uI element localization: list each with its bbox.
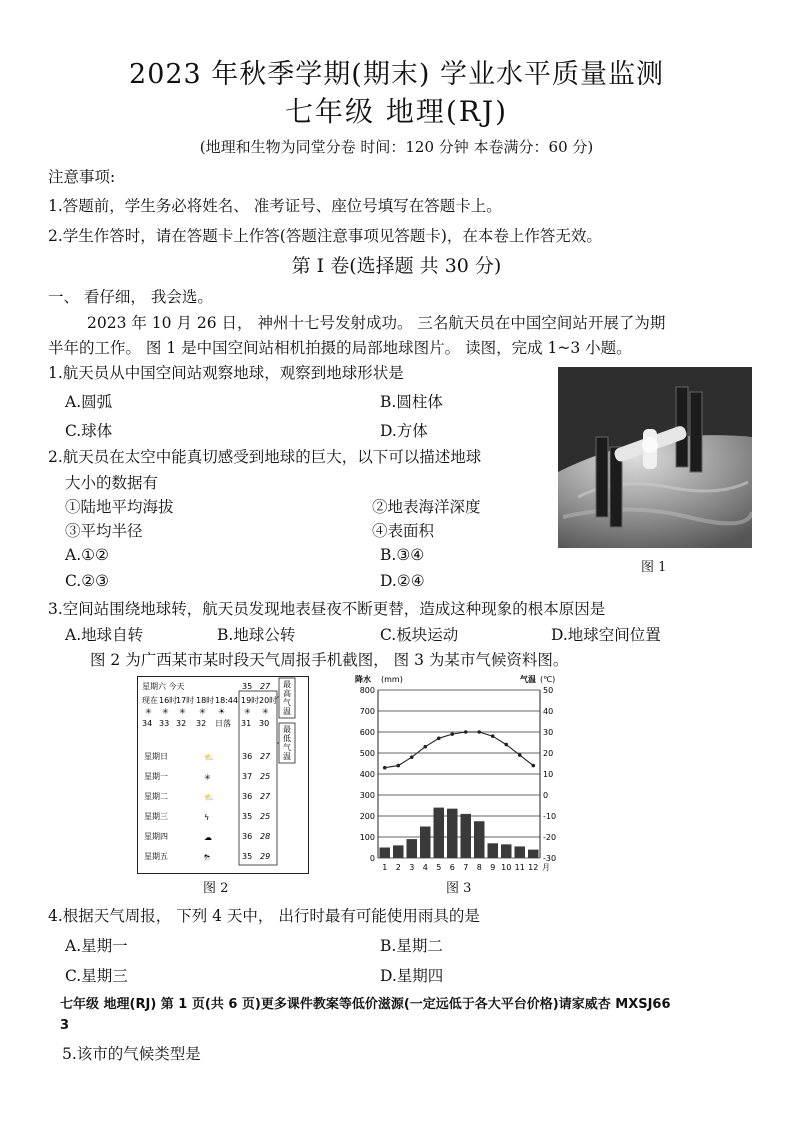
hour-weather-icon: ✳ [244, 707, 251, 716]
day-name: 星期五 [144, 852, 168, 861]
weather-header-low: 27 [260, 682, 271, 691]
hour-weather-icon: ✳ [199, 707, 206, 716]
cloudy-icon: ☁ [204, 833, 212, 842]
space-station-illustration [558, 367, 752, 548]
precipitation-bar [528, 850, 539, 858]
q2-item-1: ①陆地平均海拔 [65, 498, 174, 516]
hour-weather-icon: ☀ [218, 707, 226, 716]
q2-item-2: ②地表海洋深度 [372, 498, 481, 516]
hourly-forecast-row [142, 695, 277, 728]
month-tick-label: 6 [449, 863, 455, 872]
climate-chart [350, 670, 570, 876]
right-axis-label: 气温 [520, 675, 536, 684]
day-low-temp: 25 [260, 772, 271, 781]
hour-temp: 32 [176, 719, 187, 728]
weather-header-day: 星期六 今天 [142, 682, 185, 691]
temperature-point [504, 743, 508, 747]
lowest-temp-char-3: 气 [283, 743, 291, 752]
q3-stem: 3.空间站围绕地球转，航天员发现地表昼夜不断更替，造成这种现象的根本原因是 [48, 600, 606, 618]
temperature-point [383, 766, 387, 770]
temperature-point [491, 734, 495, 738]
x-axis-label: 月 [542, 863, 550, 872]
month-tick-label: 4 [422, 863, 428, 872]
day-name: 星期一 [144, 772, 168, 781]
chart-grid [378, 690, 540, 858]
month-tick-label: 11 [514, 863, 525, 872]
left-axis-label: 降水 [355, 675, 371, 684]
right-tick-label: 0 [543, 791, 549, 800]
space-station-photo [558, 367, 752, 548]
q4-option-a: A.星期一 [65, 937, 128, 955]
precipitation-bar [393, 845, 404, 858]
month-tick-label: 8 [476, 863, 482, 872]
month-tick-label: 3 [409, 863, 415, 872]
highest-temp-char-1: 最 [283, 680, 291, 689]
temperature-point [450, 732, 454, 736]
hour-weather-icon: ✳ [262, 707, 269, 716]
left-tick-label: 200 [359, 812, 375, 821]
left-axis-unit: (mm) [381, 675, 403, 684]
exam-subtitle: (地理和生物为同堂分卷 时间：120 分钟 本卷满分：60 分) [199, 138, 594, 156]
lowest-temp-char-1: 最 [283, 725, 291, 734]
left-tick-label: 800 [359, 686, 375, 695]
lowest-temp-char-2: 低 [283, 734, 291, 743]
q1-option-a: A.圆弧 [65, 393, 113, 411]
temperature-series-line [385, 732, 534, 768]
temperature-point [477, 730, 481, 734]
page-footer: 七年级 地理(RJ) 第 1 页(共 6 页)更多课件教案等低价滋源(一定远低于各大平台价格)请家威杏 MXSJ66 [60, 997, 671, 1012]
sunny-icon: ✳ [204, 773, 211, 782]
q1-option-c: C.球体 [65, 422, 113, 440]
q2-item-3: ③平均半径 [65, 522, 143, 540]
left-tick-label: 400 [359, 770, 375, 779]
highest-temp-char-4: 温 [283, 707, 291, 716]
month-tick-label: 5 [436, 863, 442, 872]
notes-item-2: 2.学生作答时，请在答题卡上作答(答题注意事项见答题卡)，在本卷上作答无效。 [48, 227, 602, 245]
precipitation-bar [407, 839, 418, 858]
hour-weather-icon: ✳ [179, 707, 186, 716]
month-tick-label: 10 [501, 863, 512, 872]
day-high-temp: 35 [242, 812, 253, 821]
hour-label: 19时 [241, 696, 260, 705]
q1-option-b: B.圆柱体 [380, 393, 443, 411]
partly-cloudy-icon: ⛅ [204, 793, 214, 802]
precipitation-bar [474, 821, 485, 858]
left-tick-label: 300 [359, 791, 375, 800]
day-name: 星期三 [144, 812, 168, 821]
left-tick-label: 100 [359, 833, 375, 842]
q3-option-b: B.地球公转 [217, 626, 296, 644]
q4-option-c: C.星期三 [65, 967, 128, 985]
day-low-temp: 27 [260, 792, 271, 801]
hour-temp: 34 [142, 719, 153, 728]
left-tick-label: 700 [359, 707, 375, 716]
temperature-point [531, 764, 535, 768]
right-tick-label: 50 [543, 686, 554, 695]
page-footer-continued: 3 [60, 1018, 70, 1033]
intro-line-1: 2023 年 10 月 26 日， 神州十七号发射成功。 三名航天员在中国空间站开展了为期 [87, 314, 666, 332]
day-low-temp: 29 [260, 852, 271, 861]
q2-option-a: A.①② [65, 546, 109, 564]
q2-item-4: ④表面积 [372, 522, 435, 540]
right-tick-label: -30 [543, 854, 557, 863]
left-tick-label: 0 [369, 854, 375, 863]
figure-2-caption: 图 2 [203, 881, 229, 896]
temperature-point [423, 745, 427, 749]
hour-label: 20时 [259, 696, 278, 705]
month-tick-label: 7 [463, 863, 469, 872]
hour-temp: 日落 [215, 719, 231, 728]
partly-cloudy-icon: ⛅ [204, 753, 214, 762]
temperature-point [437, 737, 441, 741]
left-tick-label: 500 [359, 749, 375, 758]
day-low-temp: 25 [260, 812, 271, 821]
thunder-icon: ϟ [204, 813, 210, 822]
month-tick-label: 9 [490, 863, 496, 872]
hour-label: 16时 [159, 696, 178, 705]
weather-header-high: 35 [242, 682, 253, 691]
right-tick-label: -20 [543, 833, 557, 842]
right-tick-label: -10 [543, 812, 557, 821]
precipitation-bar [380, 848, 391, 859]
right-tick-label: 30 [543, 728, 554, 737]
day-high-temp: 36 [242, 752, 253, 761]
left-tick-label: 600 [359, 728, 375, 737]
figure-3-caption: 图 3 [446, 881, 472, 896]
hour-weather-icon: ✳ [162, 707, 169, 716]
precipitation-bar [461, 814, 472, 858]
hour-label: 18:44 [215, 696, 239, 705]
q4-stem: 4.根据天气周报， 下列 4 天中， 出行时最有可能使用雨具的是 [48, 907, 480, 925]
month-tick-label: 2 [395, 863, 401, 872]
precipitation-bar [420, 827, 431, 859]
q4-option-d: D.星期四 [380, 967, 444, 985]
lowest-temp-char-4: 温 [283, 752, 291, 761]
temperature-point [464, 730, 468, 734]
precipitation-bar [501, 844, 512, 858]
q1-stem: 1.航天员从中国空间站观察地球，观察到地球形状是 [48, 364, 404, 382]
exam-title: 2023 年秋季学期(期末) 学业水平质量监测 [129, 59, 664, 90]
figure-1-caption: 图 1 [641, 560, 667, 575]
q2-option-d: D.②④ [380, 572, 425, 590]
precipitation-bars [380, 808, 539, 858]
weather-forecast-drawing [138, 677, 308, 873]
hour-label: 17时 [176, 696, 195, 705]
precipitation-bar [515, 846, 526, 858]
q2-stem-line-2: 大小的数据有 [65, 474, 159, 492]
day-high-temp: 35 [242, 852, 253, 861]
temperature-point [518, 753, 522, 757]
day-high-temp: 36 [242, 792, 253, 801]
q4-option-b: B.星期二 [380, 937, 443, 955]
precipitation-bar [447, 809, 458, 858]
right-tick-label: 20 [543, 749, 554, 758]
q3-option-a: A.地球自转 [65, 626, 144, 644]
temperature-point [410, 755, 414, 759]
weather-forecast-screenshot [137, 676, 309, 874]
q2-option-b: B.③④ [380, 546, 425, 564]
right-tick-label: 10 [543, 770, 554, 779]
hour-weather-icon: ✳ [145, 707, 152, 716]
daily-forecast-list [144, 751, 271, 862]
hour-label: 现在 [142, 696, 158, 705]
day-high-temp: 37 [242, 772, 253, 781]
precipitation-bar [434, 808, 445, 858]
day-name: 星期二 [144, 792, 168, 801]
precipitation-bar [488, 843, 499, 858]
month-tick-label: 12 [528, 863, 539, 872]
day-low-temp: 28 [260, 832, 271, 841]
q2-option-c: C.②③ [65, 572, 110, 590]
temperature-point [396, 764, 400, 768]
hour-temp: 32 [196, 719, 207, 728]
figures-intro: 图 2 为广西某市某时段天气周报手机截图， 图 3 为某市气候资料图。 [90, 651, 569, 669]
part-heading: 一、 看仔细， 我会选。 [48, 288, 213, 306]
q3-option-c: C.板块运动 [380, 626, 459, 644]
section-title: 第 I 卷(选择题 共 30 分) [291, 255, 502, 277]
intro-line-2: 半年的工作。 图 1 是中国空间站相机拍摄的局部地球图片。 读图，完成 1~3 小题。 [48, 339, 632, 357]
day-low-temp: 27 [260, 752, 271, 761]
hour-temp: 31 [241, 719, 252, 728]
q5-stem: 5.该市的气候类型是 [62, 1045, 201, 1063]
highest-temp-char-2: 高 [283, 689, 291, 698]
temperature-line [383, 730, 535, 769]
day-name: 星期日 [144, 752, 168, 761]
hour-temp: 33 [159, 719, 170, 728]
right-axis-unit: (℃) [540, 675, 556, 684]
q2-stem-line-1: 2.航天员在太空中能真切感受到地球的巨大，以下可以描述地球 [48, 448, 482, 466]
q3-option-d: D.地球空间位置 [551, 626, 661, 644]
highest-temp-char-3: 气 [283, 698, 291, 707]
hour-label: 18时 [196, 696, 215, 705]
month-tick-label: 1 [382, 863, 388, 872]
notes-heading: 注意事项: [48, 168, 116, 186]
q1-option-d: D.方体 [380, 422, 428, 440]
thunderstorm-rain-icon: ⛈ [204, 853, 211, 862]
exam-subject-title: 七年级 地理(RJ) [284, 95, 509, 128]
day-high-temp: 36 [242, 832, 253, 841]
day-name: 星期四 [144, 832, 168, 841]
right-tick-label: 40 [543, 707, 554, 716]
notes-item-1: 1.答题前，学生务必将姓名、 准考证号、座位号填写在答题卡上。 [48, 197, 502, 215]
hour-temp: 30 [259, 719, 270, 728]
